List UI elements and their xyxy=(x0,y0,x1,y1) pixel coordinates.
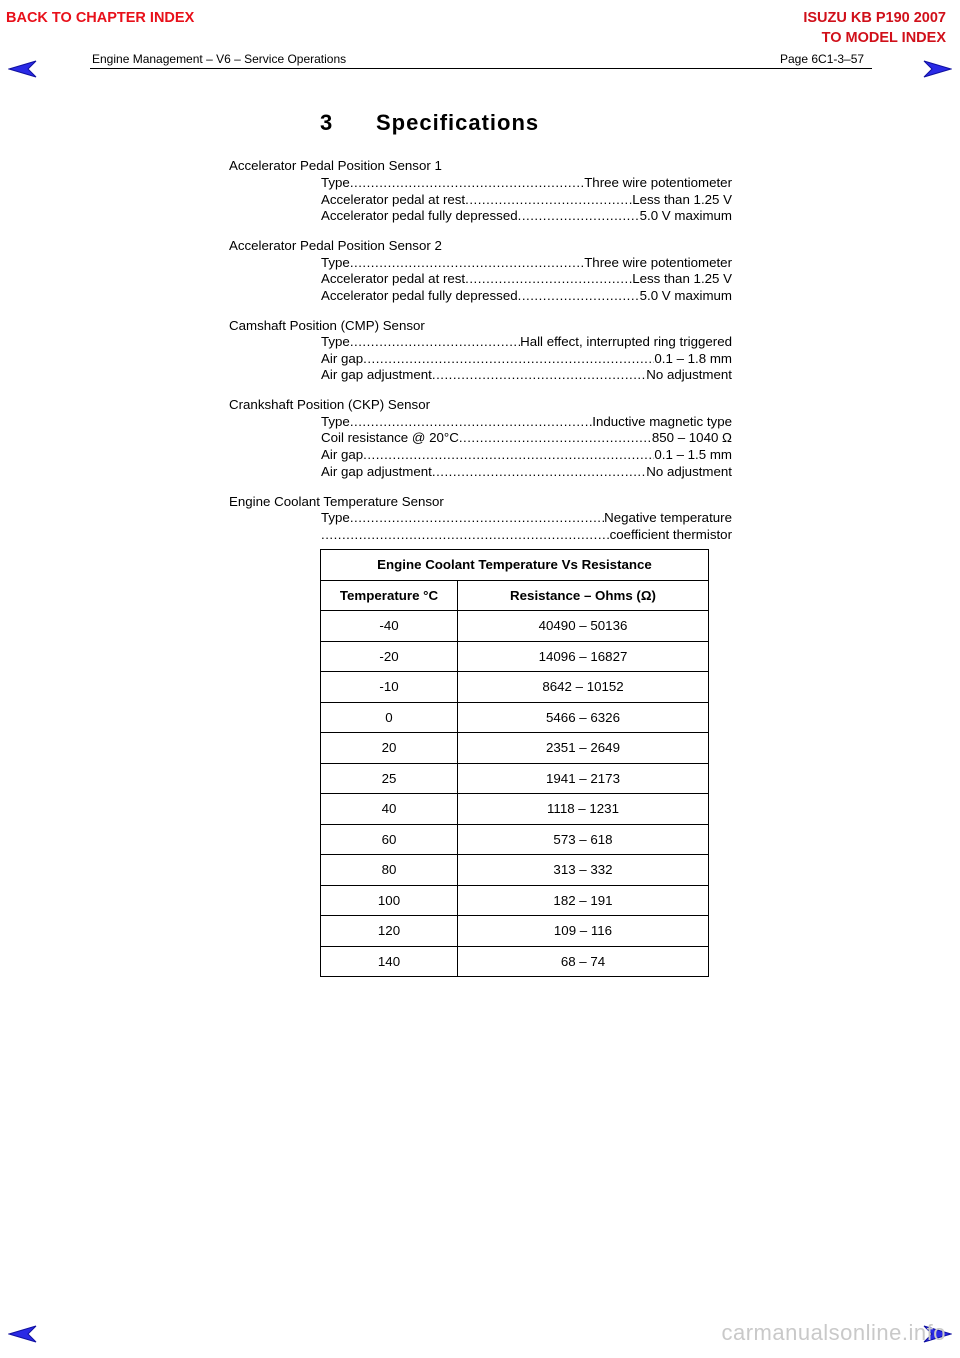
table-row: 80 313 – 332 xyxy=(321,855,709,886)
footer-watermark: carmanualsonline.info xyxy=(721,1320,946,1345)
table-row: -40 40490 – 50136 xyxy=(321,611,709,642)
spec-row: Type ..... Hall effect, interrupted ring triggered xyxy=(321,334,732,351)
table-title: Engine Coolant Temperature Vs Resistance xyxy=(321,550,709,581)
table-row: 140 68 – 74 xyxy=(321,946,709,977)
spec-row: Accelerator pedal at rest ..... Less than 1.25 V xyxy=(321,271,732,288)
group-title-app-sensor-2: Accelerator Pedal Position Sensor 2 xyxy=(229,238,442,253)
spec-row: Type ..... Three wire potentiometer xyxy=(321,255,732,272)
spec-row: Accelerator pedal fully depressed ..... 5.0 V maximum xyxy=(321,288,732,305)
ect-resistance-table xyxy=(320,549,709,977)
spec-row: Accelerator pedal at rest ..... Less than 1.25 V xyxy=(321,192,732,209)
group-title-ckp-sensor: Crankshaft Position (CKP) Sensor xyxy=(229,397,431,412)
table-row: -20 14096 – 16827 xyxy=(321,641,709,672)
table-row: 60 573 – 618 xyxy=(321,824,709,855)
spec-row: Type ..... Inductive magnetic type xyxy=(321,414,732,431)
header-divider xyxy=(90,68,872,69)
spec-row: Type ..... Negative temperature xyxy=(321,510,732,527)
group-title-ect-sensor: Engine Coolant Temperature Sensor xyxy=(229,494,444,509)
spec-row: Air gap ..... 0.1 – 1.8 mm xyxy=(321,351,732,368)
spec-row: Air gap adjustment ..... No adjustment xyxy=(321,367,732,384)
table-row: 120 109 – 116 xyxy=(321,916,709,947)
previous-page-arrow-bottom-icon[interactable] xyxy=(8,1325,38,1343)
group-title-cmp-sensor: Camshaft Position (CMP) Sensor xyxy=(229,318,425,333)
document-title: Engine Management – V6 – Service Operations xyxy=(92,52,347,66)
model-title: ISUZU KB P190 2007 xyxy=(803,10,946,26)
table-row: 25 1941 – 2173 xyxy=(321,763,709,794)
table-row: -10 8642 – 10152 xyxy=(321,672,709,703)
section-heading xyxy=(320,110,539,136)
spec-row: Type ..... Three wire potentiometer xyxy=(321,175,732,192)
table-row: 40 1118 – 1231 xyxy=(321,794,709,825)
spec-row: Accelerator pedal fully depressed ..... 5.0 V maximum xyxy=(321,208,732,225)
spec-row: Coil resistance @ 20°C ..... 850 – 1040 Ω xyxy=(321,430,732,447)
to-model-index-link[interactable]: TO MODEL INDEX xyxy=(821,30,946,46)
page-number: Page 6C1-3–57 xyxy=(780,52,865,66)
table-row: 100 182 – 191 xyxy=(321,885,709,916)
back-to-chapter-index-link[interactable]: BACK TO CHAPTER INDEX xyxy=(6,10,195,26)
spec-row: Air gap adjustment ..... No adjustment xyxy=(321,464,732,481)
spec-row: Air gap ..... 0.1 – 1.5 mm xyxy=(321,447,732,464)
table-row: 20 2351 – 2649 xyxy=(321,733,709,764)
column-header-resistance: Resistance – Ohms (Ω) xyxy=(458,580,709,611)
group-title-app-sensor-1: Accelerator Pedal Position Sensor 1 xyxy=(229,158,442,173)
next-page-arrow-icon[interactable] xyxy=(922,60,952,78)
table-row: 0 5466 – 6326 xyxy=(321,702,709,733)
section-number: 3 xyxy=(320,110,334,135)
spec-row: ..... coefficient thermistor xyxy=(321,527,732,544)
section-title: Specifications xyxy=(376,110,540,135)
previous-page-arrow-icon[interactable] xyxy=(8,60,38,78)
column-header-temperature: Temperature °C xyxy=(321,580,458,611)
